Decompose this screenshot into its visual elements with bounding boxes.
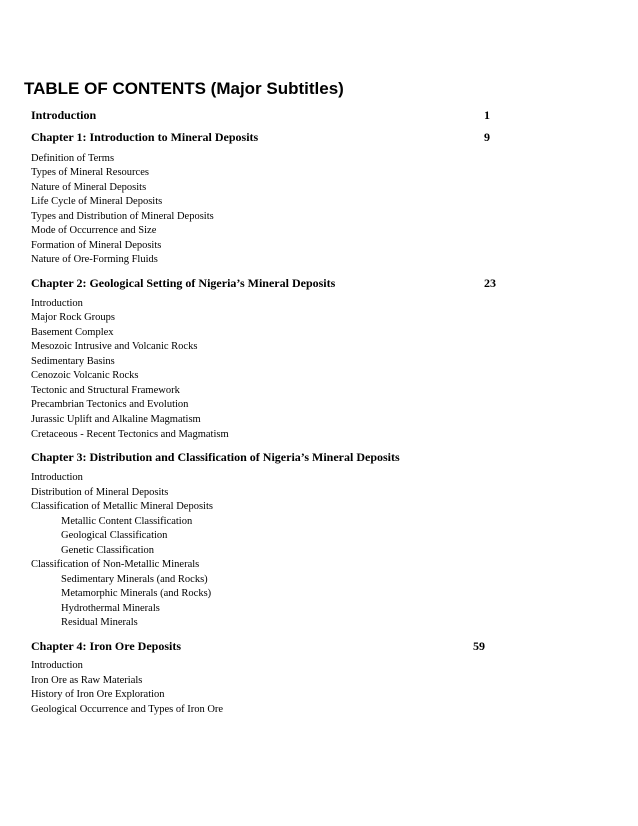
toc-heading-introduction: Introduction [31,108,97,122]
toc-entry: Precambrian Tectonics and Evolution [31,399,189,410]
toc-entry: Tectonic and Structural Framework [31,385,180,396]
toc-entry: Introduction [31,472,83,483]
toc-entry: Types of Mineral Resources [31,167,149,178]
toc-entry: Mode of Occurrence and Size [31,225,157,236]
toc-entry: Classification of Non-Metallic Minerals [31,559,200,570]
toc-entry: Iron Ore as Raw Materials [31,675,143,686]
toc-entry: Mesozoic Intrusive and Volcanic Rocks [31,341,198,352]
page-title: TABLE OF CONTENTS (Major Subtitles) [24,79,344,98]
toc-subentry: Residual Minerals [61,617,138,628]
toc-subentry: Sedimentary Minerals (and Rocks) [61,574,208,585]
toc-heading-chapter-3: Chapter 3: Distribution and Classification of Nigeria’s Mineral Deposits [31,450,400,464]
toc-entry: Life Cycle of Mineral Deposits [31,196,163,207]
toc-page-number: 1 [484,108,490,122]
toc-entry: Nature of Mineral Deposits [31,182,147,193]
toc-entry: Major Rock Groups [31,312,115,323]
toc-entry: Classification of Metallic Mineral Deposits [31,501,213,512]
toc-entry: Sedimentary Basins [31,356,115,367]
toc-entry: History of Iron Ore Exploration [31,689,165,700]
toc-heading-chapter-4: Chapter 4: Iron Ore Deposits [31,639,181,653]
toc-entry: Formation of Mineral Deposits [31,240,162,251]
toc-subentry: Metamorphic Minerals (and Rocks) [61,588,212,599]
toc-subentry: Hydrothermal Minerals [61,603,160,614]
toc-entry: Types and Distribution of Mineral Deposits [31,211,214,222]
toc-entry: Geological Occurrence and Types of Iron Ore [31,704,224,715]
toc-entry: Cretaceous - Recent Tectonics and Magmatism [31,429,229,440]
toc-heading-chapter-1: Chapter 1: Introduction to Mineral Deposits [31,130,259,144]
toc-entry: Jurassic Uplift and Alkaline Magmatism [31,414,201,425]
toc-entry: Nature of Ore-Forming Fluids [31,254,158,265]
toc-entry: Cenozoic Volcanic Rocks [31,370,139,381]
toc-subentry: Geological Classification [61,530,168,541]
toc-page-number: 9 [484,130,490,144]
toc-heading-chapter-2: Chapter 2: Geological Setting of Nigeria’s Mineral Deposits [31,276,336,290]
toc-subentry: Metallic Content Classification [61,516,193,527]
toc-page-number: 59 [473,639,485,653]
toc-page-number: 23 [484,276,496,290]
toc-subentry: Genetic Classification [61,545,155,556]
toc-entry: Introduction [31,660,83,671]
toc-entry: Basement Complex [31,327,114,338]
toc-entry: Introduction [31,298,83,309]
toc-entry: Definition of Terms [31,153,115,164]
toc-entry: Distribution of Mineral Deposits [31,487,169,498]
